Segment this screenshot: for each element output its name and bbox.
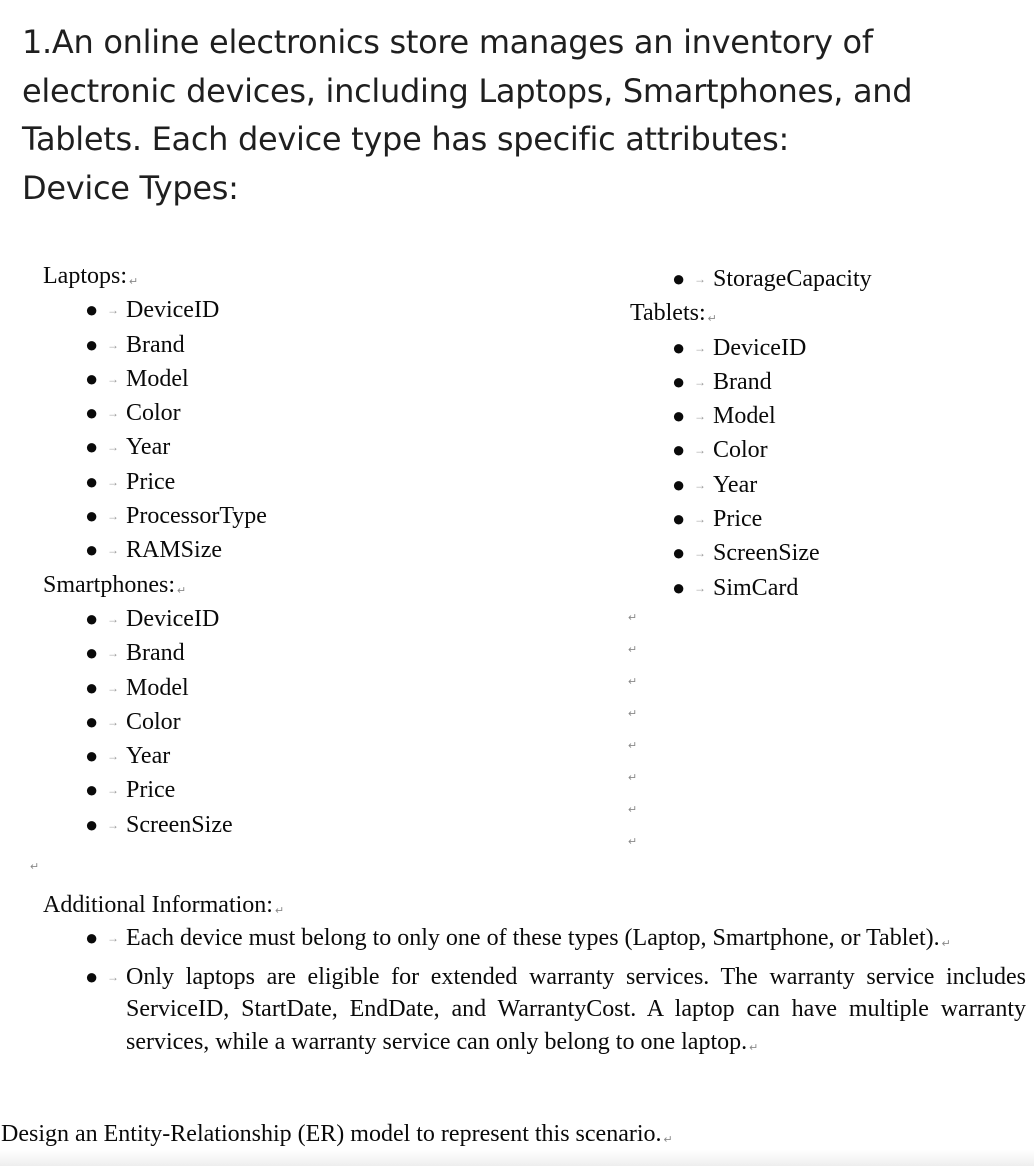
bullet-icon: ●: [672, 437, 686, 463]
device-types-heading: Device Types:: [22, 168, 239, 207]
tablet-attribute-item: ● → Year: [630, 468, 1030, 502]
laptop-attribute-item: ● → DeviceID: [43, 293, 603, 327]
tab-arrow-icon: →: [107, 749, 119, 764]
laptop-attribute-item: ● → Brand: [43, 328, 603, 362]
bullet-icon: ●: [85, 605, 99, 631]
tablet-attribute-item: ● → Price: [630, 502, 1030, 536]
paragraph-mark-icon: ↵: [707, 313, 717, 326]
tab-arrow-icon: →: [107, 817, 119, 832]
bullet-icon: ●: [85, 400, 99, 426]
bullet-icon: ●: [85, 743, 99, 769]
bullet-icon: ●: [672, 471, 686, 497]
tab-arrow-icon: →: [694, 477, 706, 492]
laptop-attribute-item: ● → Color: [43, 396, 603, 430]
tablet-attribute-item: ● → Brand: [630, 365, 1030, 399]
laptop-attribute-item: ● → Model: [43, 362, 603, 396]
bullet-icon: ●: [672, 403, 686, 429]
paragraph-mark-icon: ↵: [177, 584, 187, 597]
additional-item: ● → Only laptops are eligible for extended warranty services. The warranty service includes ServiceID, StartDate, EndDate, and WarrantyCost. A laptop can have multiple warranty services, while a warranty service can only belong to one laptop. ↵: [43, 961, 1023, 1065]
bullet-icon: ●: [85, 811, 99, 837]
paragraph-mark-icon: ↵: [628, 644, 638, 656]
tab-arrow-icon: →: [107, 440, 119, 455]
bullet-icon: ●: [85, 963, 99, 989]
smartphone-attribute-item: ● → Year: [43, 739, 603, 773]
tab-arrow-icon: →: [107, 337, 119, 352]
paragraph-mark-icon: ↵: [663, 1134, 673, 1146]
bullet-icon: ●: [672, 506, 686, 532]
tab-arrow-icon: →: [107, 714, 119, 729]
paragraph-mark-icon: ↵: [628, 708, 638, 720]
tab-arrow-icon: →: [107, 611, 119, 626]
tablet-attribute-item: ● → DeviceID: [630, 331, 1030, 365]
smartphone-attribute-item: ● → Color: [43, 705, 603, 739]
left-column: [43, 259, 603, 842]
tab-arrow-icon: →: [694, 409, 706, 424]
laptop-attribute-item: ● → ProcessorType: [43, 499, 603, 533]
paragraph-mark-icon: ↵: [628, 676, 638, 688]
tab-arrow-icon: →: [107, 406, 119, 421]
tab-arrow-icon: →: [694, 374, 706, 389]
tab-arrow-icon: →: [107, 509, 119, 524]
smartphone-attribute-item: ● → Model: [43, 671, 603, 705]
bullet-icon: ●: [85, 503, 99, 529]
tab-arrow-icon: →: [694, 340, 706, 355]
paragraph-mark-icon: ↵: [129, 276, 139, 288]
tab-arrow-icon: →: [694, 546, 706, 561]
additional-heading: Additional Information: ↵: [43, 892, 285, 918]
tab-arrow-icon: →: [107, 646, 119, 661]
tab-arrow-icon: →: [694, 580, 706, 595]
bullet-icon: ●: [672, 368, 686, 394]
paragraph-mark-icon: ↵: [274, 905, 285, 917]
tab-arrow-icon: →: [107, 680, 119, 695]
question-intro: [22, 18, 1027, 212]
tab-arrow-icon: →: [107, 474, 119, 489]
tablet-attribute-item: ● → Model: [630, 399, 1030, 433]
right-column: [630, 262, 1030, 605]
additional-item: ● → Each device must belong to only one of these types (Laptop, Smartphone, or Tablet). ↵: [43, 922, 1023, 961]
bullet-icon: ●: [672, 540, 686, 566]
bullet-icon: ●: [85, 297, 99, 323]
bullet-icon: ●: [85, 925, 99, 950]
tab-arrow-icon: →: [107, 371, 119, 386]
tablets-heading: Tablets: ↵: [630, 300, 717, 327]
tab-arrow-icon: →: [107, 969, 119, 984]
paragraph-mark-icon: ↵: [628, 740, 638, 752]
bullet-icon: ●: [85, 434, 99, 460]
tab-arrow-icon: →: [694, 512, 706, 527]
tablet-attribute-item: ● → ScreenSize: [630, 536, 1030, 570]
tab-arrow-icon: →: [107, 303, 119, 318]
bullet-icon: ●: [85, 365, 99, 391]
tab-arrow-icon: →: [694, 443, 706, 458]
paragraph-mark-icon: ↵: [628, 612, 638, 624]
tablet-attribute-item: ● → SimCard: [630, 571, 1030, 605]
tab-arrow-icon: →: [694, 272, 706, 286]
tab-arrow-icon: →: [107, 931, 119, 945]
bullet-icon: ●: [85, 640, 99, 666]
paragraph-mark-icon: ↵: [30, 861, 40, 873]
smartphone-attribute-item: ● → ScreenSize: [43, 808, 603, 842]
smartphone-attribute-item: ● → Price: [43, 773, 603, 807]
paragraph-mark-icon: ↵: [749, 1041, 759, 1054]
bullet-icon: ●: [85, 708, 99, 734]
tab-arrow-icon: →: [107, 543, 119, 558]
paragraph-mark-icon: ↵: [628, 804, 638, 816]
smartphones-heading: Smartphones: ↵: [43, 571, 187, 598]
bullet-icon: ●: [85, 331, 99, 357]
smartphone-attribute-item: ● → StorageCapacity: [630, 262, 1030, 296]
smartphone-attribute-item: ● → DeviceID: [43, 602, 603, 636]
page-bottom-shade: [0, 1150, 1034, 1166]
laptop-attribute-item: ● → RAMSize: [43, 533, 603, 567]
paragraph-mark-icon: ↵: [628, 772, 638, 784]
empty-paragraph-marks: [628, 602, 648, 858]
bullet-icon: ●: [672, 574, 686, 600]
bullet-icon: ●: [672, 334, 686, 360]
laptops-heading: Laptops: ↵: [43, 263, 139, 289]
smartphone-attribute-item: ● → Brand: [43, 636, 603, 670]
task-statement: Design an Entity-Relationship (ER) model to represent this scenario. ↵: [1, 1121, 673, 1147]
laptop-attribute-item: ● → Year: [43, 430, 603, 464]
tab-arrow-icon: →: [107, 783, 119, 798]
bullet-icon: ●: [85, 777, 99, 803]
bullet-icon: ●: [85, 674, 99, 700]
bullet-icon: ●: [85, 468, 99, 494]
question-text: 1.An online electronics store manages an inventory of electronic devices, including Laptops, Smartphones, and Tablets. Each device type has specific attributes:: [22, 23, 913, 158]
laptop-attribute-item: ● → Price: [43, 465, 603, 499]
additional-information: [43, 888, 1026, 1064]
bullet-icon: ●: [85, 537, 99, 563]
tablet-attribute-item: ● → Color: [630, 433, 1030, 467]
bullet-icon: ●: [672, 266, 686, 291]
paragraph-mark-icon: ↵: [941, 938, 951, 950]
paragraph-mark-icon: ↵: [628, 836, 638, 848]
